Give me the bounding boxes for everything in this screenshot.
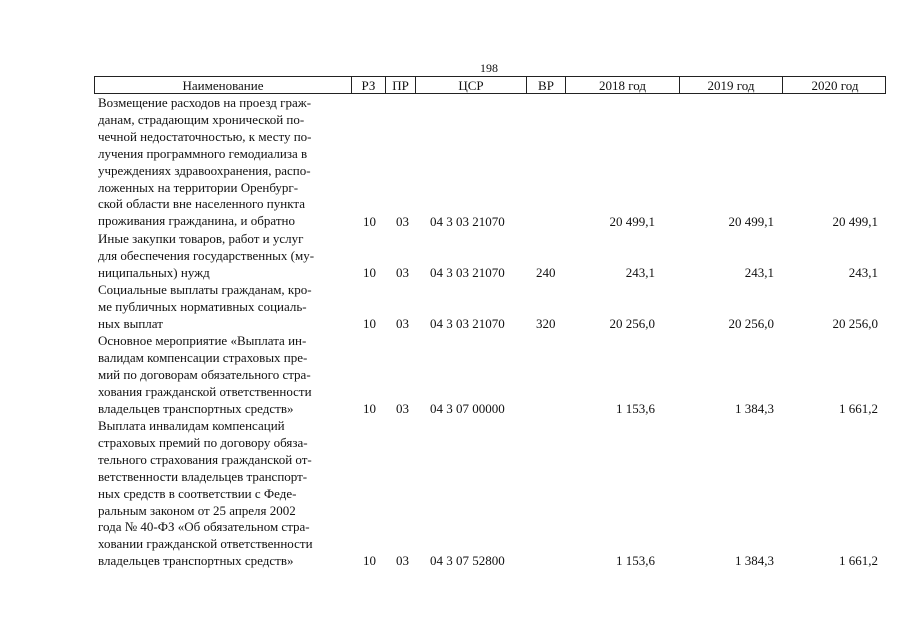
row-2019: 1 384,3 [735, 401, 774, 417]
row-2020: 20 256,0 [832, 316, 878, 332]
row-csr: 04 3 07 52800 [430, 553, 505, 569]
row-pr: 03 [396, 316, 409, 332]
row-2020: 243,1 [848, 265, 878, 281]
header-vr: ВР [527, 77, 566, 93]
row-name: Социальные выплаты гражданам, кро- ме публичных нормативных социаль- ных выплат [98, 282, 312, 331]
row-csr: 04 3 03 21070 [430, 316, 505, 332]
row-rz: 10 [363, 316, 376, 332]
row-2019: 1 384,3 [735, 553, 774, 569]
row-2019: 20 256,0 [728, 316, 774, 332]
row-2019: 20 499,1 [728, 214, 774, 230]
row-pr: 03 [396, 214, 409, 230]
row-2018: 20 256,0 [609, 316, 655, 332]
table-row [0, 333, 905, 418]
header-pr: ПР [386, 77, 416, 93]
row-pr: 03 [396, 401, 409, 417]
row-rz: 10 [363, 265, 376, 281]
row-rz: 10 [363, 214, 376, 230]
row-csr: 04 3 07 00000 [430, 401, 505, 417]
row-pr: 03 [396, 265, 409, 281]
header-csr: ЦСР [416, 77, 527, 93]
row-rz: 10 [363, 401, 376, 417]
table-row [0, 418, 905, 570]
row-2020: 1 661,2 [839, 401, 878, 417]
header-2018: 2018 год [566, 77, 680, 93]
table-header [94, 76, 886, 94]
row-2018: 20 499,1 [609, 214, 655, 230]
row-vr: 240 [536, 265, 556, 281]
table-row [0, 231, 905, 282]
header-2019: 2019 год [680, 77, 783, 93]
row-name: Возмещение расходов на проезд граж- данам, страдающим хронической по- чечной недостаточностью, к месту по- лучения программного гемодиализа в учреждениях здравоохранения, распо- ложенных на территории Оренбург- ской области вне населенного пункта проживания гражданина, и обратно [98, 95, 312, 229]
row-pr: 03 [396, 553, 409, 569]
row-csr: 04 3 03 21070 [430, 214, 505, 230]
table-row [0, 282, 905, 333]
row-2018: 1 153,6 [616, 553, 655, 569]
row-name: Основное мероприятие «Выплата ин- валидам компенсации страховых пре- мий по договорам обязательного стра- хования гражданской ответственности владельцев транспортных средств» [98, 333, 312, 416]
row-2018: 1 153,6 [616, 401, 655, 417]
row-csr: 04 3 03 21070 [430, 265, 505, 281]
header-rz: РЗ [352, 77, 386, 93]
row-2018: 243,1 [625, 265, 655, 281]
header-name: Наименование [95, 77, 352, 93]
row-2020: 20 499,1 [832, 214, 878, 230]
row-2019: 243,1 [744, 265, 774, 281]
row-rz: 10 [363, 553, 376, 569]
row-name: Выплата инвалидам компенсаций страховых премий по договору обяза- тельного страхования гражданской от- ветственности владельцев транспорт- ных средств в соответствии с Феде- ральным законом от 25 апреля 2002 года № 40-ФЗ «Об обязательном стра- ховании гражданской ответственности владельцев транспортных средств» [98, 418, 313, 569]
header-2020: 2020 год [811, 78, 859, 93]
row-name: Иные закупки товаров, работ и услуг для обеспечения государственных (му- ниципальных) нужд [98, 231, 315, 280]
page-number: 198 [480, 61, 498, 75]
table-row [0, 95, 905, 231]
row-vr: 320 [536, 316, 556, 332]
row-2020: 1 661,2 [839, 553, 878, 569]
